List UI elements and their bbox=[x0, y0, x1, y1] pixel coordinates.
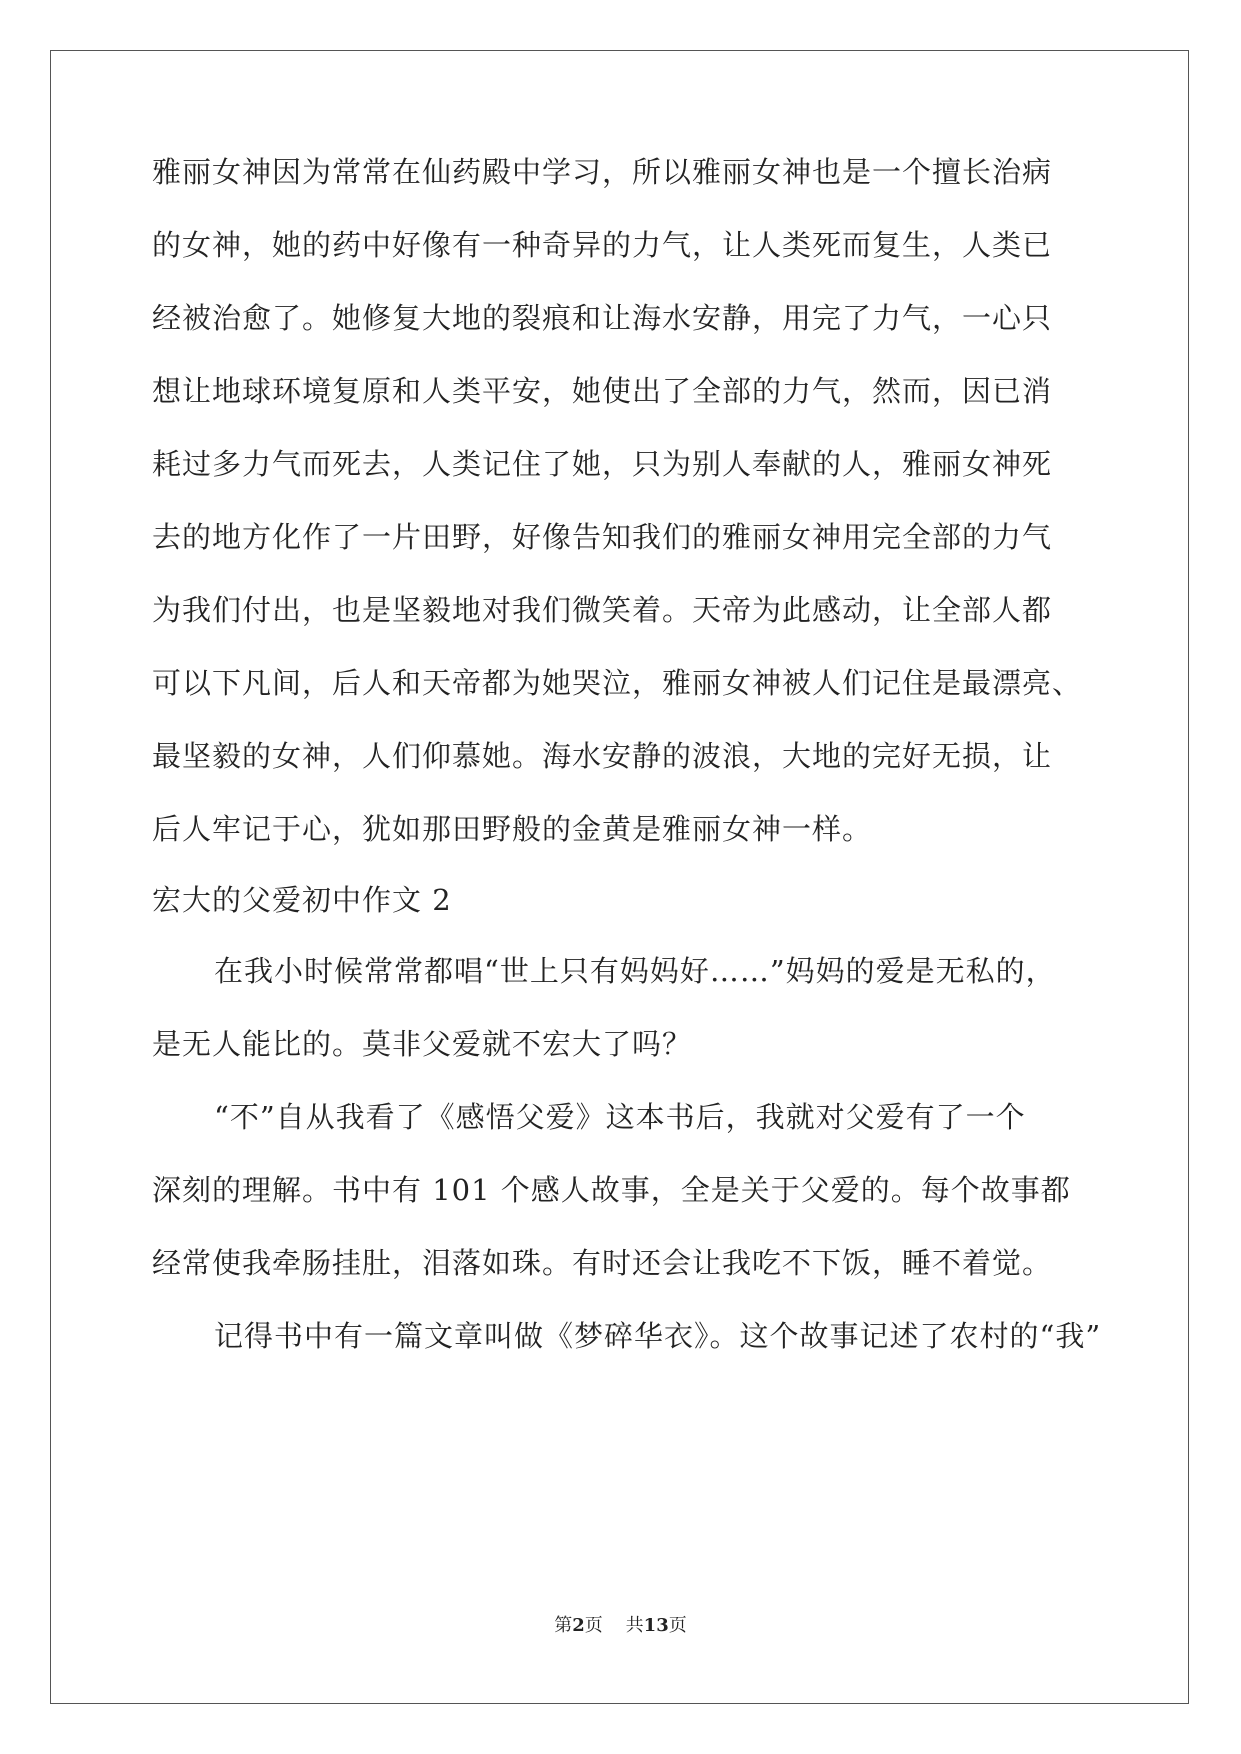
paragraph-line: 想让地球环境复原和人类平安，她使出了全部的力气，然而，因已消 bbox=[152, 374, 1053, 408]
paragraph-line: 在我小时候常常都唱“世上只有妈妈好……”妈妈的爱是无私的， bbox=[214, 954, 1056, 988]
paragraph-line: 去的地方化作了一片田野，好像告知我们的雅丽女神用完全部的力气 bbox=[152, 520, 1053, 554]
paragraph-line: 的女神，她的药中好像有一种奇异的力气，让人类死而复生，人类已 bbox=[152, 228, 1053, 262]
page-footer bbox=[0, 1611, 1241, 1637]
section-heading: 宏大的父爱初中作文 2 bbox=[152, 883, 452, 917]
page-number: 2 bbox=[572, 1615, 585, 1636]
page-prefix: 第 bbox=[554, 1615, 573, 1636]
total-pages: 13 bbox=[643, 1615, 669, 1636]
total-prefix: 共 bbox=[625, 1615, 644, 1636]
paragraph-line: 为我们付出，也是坚毅地对我们微笑着。天帝为此感动，让全部人都 bbox=[152, 593, 1053, 627]
paragraph-line: 记得书中有一篇文章叫做《梦碎华衣》。这个故事记述了农村的“我” bbox=[214, 1319, 1102, 1353]
paragraph-line: 是无人能比的。莫非父爱就不宏大了吗？ bbox=[152, 1027, 693, 1061]
page-suffix: 页 bbox=[584, 1615, 603, 1636]
paragraph-line: 经被治愈了。她修复大地的裂痕和让海水安静，用完了力气，一心只 bbox=[152, 301, 1053, 335]
paragraph-line: 最坚毅的女神，人们仰慕她。海水安静的波浪，大地的完好无损，让 bbox=[152, 739, 1053, 773]
paragraph-line: 后人牢记于心，犹如那田野般的金黄是雅丽女神一样。 bbox=[152, 812, 873, 846]
total-suffix: 页 bbox=[668, 1615, 687, 1636]
paragraph-line: “不”自从我看了《感悟父爱》这本书后，我就对父爱有了一个 bbox=[214, 1100, 1026, 1134]
paragraph-line: 经常使我牵肠挂肚，泪落如珠。有时还会让我吃不下饭，睡不着觉。 bbox=[152, 1246, 1053, 1280]
paragraph-line: 耗过多力气而死去，人类记住了她，只为别人奉献的人，雅丽女神死 bbox=[152, 447, 1053, 481]
paragraph-line: 雅丽女神因为常常在仙药殿中学习，所以雅丽女神也是一个擅长治病 bbox=[152, 155, 1053, 189]
paragraph-line: 深刻的理解。书中有 101 个感人故事，全是关于父爱的。每个故事都 bbox=[152, 1173, 1071, 1207]
paragraph-line: 可以下凡间，后人和天帝都为她哭泣，雅丽女神被人们记住是最漂亮、 bbox=[152, 666, 1083, 700]
